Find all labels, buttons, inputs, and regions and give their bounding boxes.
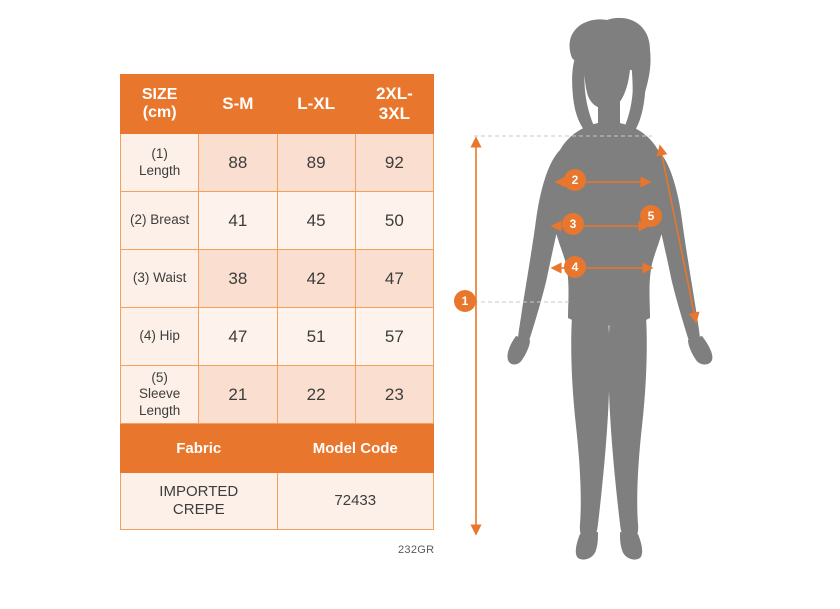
cell-breast-s-m: 41 xyxy=(199,192,277,250)
cell-breast-l-xl: 45 xyxy=(277,192,355,250)
header-size-line2: (cm) xyxy=(142,104,177,121)
column-header-2xl-3xl: 2XL- 3XL xyxy=(355,75,433,134)
cell-waist-2xl-3xl: 47 xyxy=(355,250,433,308)
table-row xyxy=(121,250,434,308)
row-label-hip: (4) Hip xyxy=(121,308,199,366)
row-label-breast: (2) Breast xyxy=(121,192,199,250)
footer-value-fabric: IMPORTED CREPE xyxy=(121,473,278,530)
measurement-figure xyxy=(452,10,832,595)
footer-header-fabric: Fabric xyxy=(121,424,278,473)
cell-hip-l-xl: 51 xyxy=(277,308,355,366)
table-footer-header-row xyxy=(121,424,434,473)
row-label-length-line2: Length xyxy=(138,162,181,178)
callout-1-length: 1 xyxy=(454,290,476,312)
column-header-size xyxy=(121,75,199,134)
cell-hip-s-m: 47 xyxy=(199,308,277,366)
row-label-sleeve-length xyxy=(121,366,199,424)
table-row xyxy=(121,134,434,192)
table-row xyxy=(121,366,434,424)
table-code-note: 232GR xyxy=(398,544,435,556)
column-header-l-xl: L-XL xyxy=(277,75,355,134)
cell-sleeve-l-xl: 22 xyxy=(277,366,355,424)
column-header-s-m: S-M xyxy=(199,75,277,134)
size-table-body xyxy=(121,134,434,530)
table-row xyxy=(121,308,434,366)
cell-hip-2xl-3xl: 57 xyxy=(355,308,433,366)
cell-length-s-m: 88 xyxy=(199,134,277,192)
callout-4-hip: 4 xyxy=(564,256,586,278)
callout-3-waist: 3 xyxy=(562,213,584,235)
cell-sleeve-2xl-3xl: 23 xyxy=(355,366,433,424)
female-silhouette-icon xyxy=(507,18,712,560)
header-size-line1: SIZE xyxy=(141,85,178,103)
cell-length-2xl-3xl: 92 xyxy=(355,134,433,192)
cell-waist-s-m: 38 xyxy=(199,250,277,308)
cell-sleeve-s-m: 21 xyxy=(199,366,277,424)
row-label-length-line1: (1) xyxy=(151,146,168,162)
cell-breast-2xl-3xl: 50 xyxy=(355,192,433,250)
table-header-row xyxy=(121,75,434,134)
row-label-waist: (3) Waist xyxy=(121,250,199,308)
table-row xyxy=(121,192,434,250)
cell-length-l-xl: 89 xyxy=(277,134,355,192)
footer-header-model-code: Model Code xyxy=(277,424,434,473)
figure-svg xyxy=(452,10,832,595)
table-footer-value-row xyxy=(121,473,434,530)
row-label-sleeve-line1: (5) xyxy=(151,370,168,386)
callout-5-sleeve-length: 5 xyxy=(640,205,662,227)
row-label-length xyxy=(121,134,199,192)
row-label-sleeve-line2: Sleeve Length xyxy=(138,386,181,418)
callout-2-breast: 2 xyxy=(564,169,586,191)
cell-waist-l-xl: 42 xyxy=(277,250,355,308)
size-table xyxy=(120,74,434,530)
footer-value-model-code: 72433 xyxy=(277,473,434,530)
size-table-header xyxy=(121,75,434,134)
